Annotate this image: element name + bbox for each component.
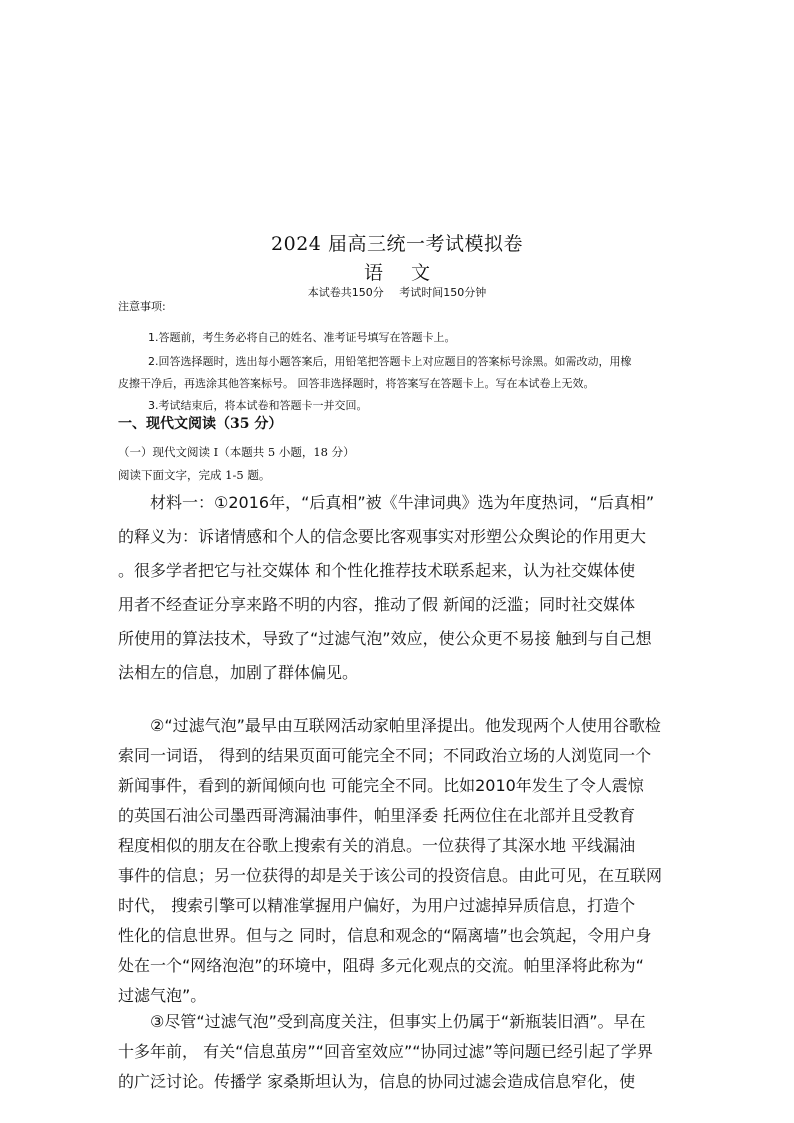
passage-line: 事件的信息；另一位获得的却是关于该公司的投资信息。由此可见，在互联网	[118, 866, 663, 885]
reading-instruction: 阅读下面文字，完成 1-5 题。	[118, 468, 271, 482]
passage-line: 的释义为：诉诸情感和个人的信念要比客观事实对形塑公众舆论的作用更大	[118, 527, 647, 546]
passage-line: 材料一：①2016年，“后真相”被《牛津词典》选为年度热词，“后真相”	[150, 493, 655, 512]
passage-line: 。很多学者把它与社交媒体 和个性化推荐技术联系起来，认为社交媒体使	[118, 561, 636, 580]
passage-line: ②“过滤气泡”最早由互联网活动家帕里泽提出。他发现两个人使用谷歌检	[150, 716, 661, 735]
passage-line: ③尽管“过滤气泡”受到高度关注，但事实上仍属于“新瓶装旧酒”。早在	[150, 1012, 646, 1031]
passage-line: 时代， 搜索引擎可以精准掌握用户偏好，为用户过滤掉异质信息，打造个	[118, 896, 636, 915]
passage-line: 处在一个“网络泡泡”的环境中，阻碍 多元化观点的交流。帕里泽将此称为“	[118, 956, 644, 975]
passage-line: 用者不经查证分享来路不明的内容，推动了假 新闻的泛滥；同时社交媒体	[118, 595, 636, 614]
section-heading: 一、现代文阅读（35 分）	[118, 416, 283, 432]
notice-item-2-line-1: 2.回答选择题时，选出每小题答案后，用铅笔把答题卡上对应题目的答案标号涂黑。如需改动，用橡	[148, 355, 632, 368]
passage-line: 的英国石油公司墨西哥湾漏油事件，帕里泽委 托两位住在北部并且受教育	[118, 806, 636, 825]
notice-item-1: 1.答题前，考生务必将自己的姓名、准考证号填写在答题卡上。	[148, 331, 456, 344]
subject-title: 语文	[363, 262, 458, 284]
score-info: 本试卷共150分	[307, 286, 384, 299]
notice-item-3: 3.考试结束后，将本试卷和答题卡一并交回。	[148, 399, 368, 412]
passage-line: 程度相似的朋友在谷歌上搜索有关的消息。一位获得了其深水地 平线漏油	[118, 836, 636, 855]
passage-line: 新闻事件，看到的新闻倾向也 可能完全不同。比如2010年发生了令人震惊	[118, 776, 644, 795]
notice-item-2-line-2: 皮擦干净后，再选涂其他答案标号。 回答非选择题时，将答案写在答题卡上。写在本试卷上无效。	[118, 377, 595, 390]
exam-title: 2024 届高三统一考试模拟卷	[271, 233, 523, 255]
passage-line: 的广泛讨论。传播学 家桑斯坦认为，信息的协同过滤会造成信息窄化，使	[118, 1072, 636, 1091]
passage-line: 十多年前， 有关“信息茧房”“回音室效应”“协同过滤”等问题已经引起了学界	[118, 1042, 653, 1061]
time-info: 考试时间150分钟	[399, 286, 487, 299]
passage-line: 过滤气泡”。	[118, 986, 207, 1005]
passage-line: 法相左的信息，加剧了群体偏见。	[118, 663, 359, 682]
passage-line: 性化的信息世界。但与之 同时，信息和观念的“隔离墙”也会筑起，令用户身	[118, 926, 652, 945]
passage-line: 所使用的算法技术，导致了“过滤气泡”效应，使公众更不易接 触到与自己想	[118, 629, 652, 648]
subsection-heading: （一）现代文阅读 I（本题共 5 小题，18 分）	[118, 445, 355, 459]
passage-line: 索同一词语， 得到的结果页面可能完全不同；不同政治立场的人浏览同一个	[118, 746, 652, 765]
notice-heading: 注意事项:	[118, 300, 166, 313]
